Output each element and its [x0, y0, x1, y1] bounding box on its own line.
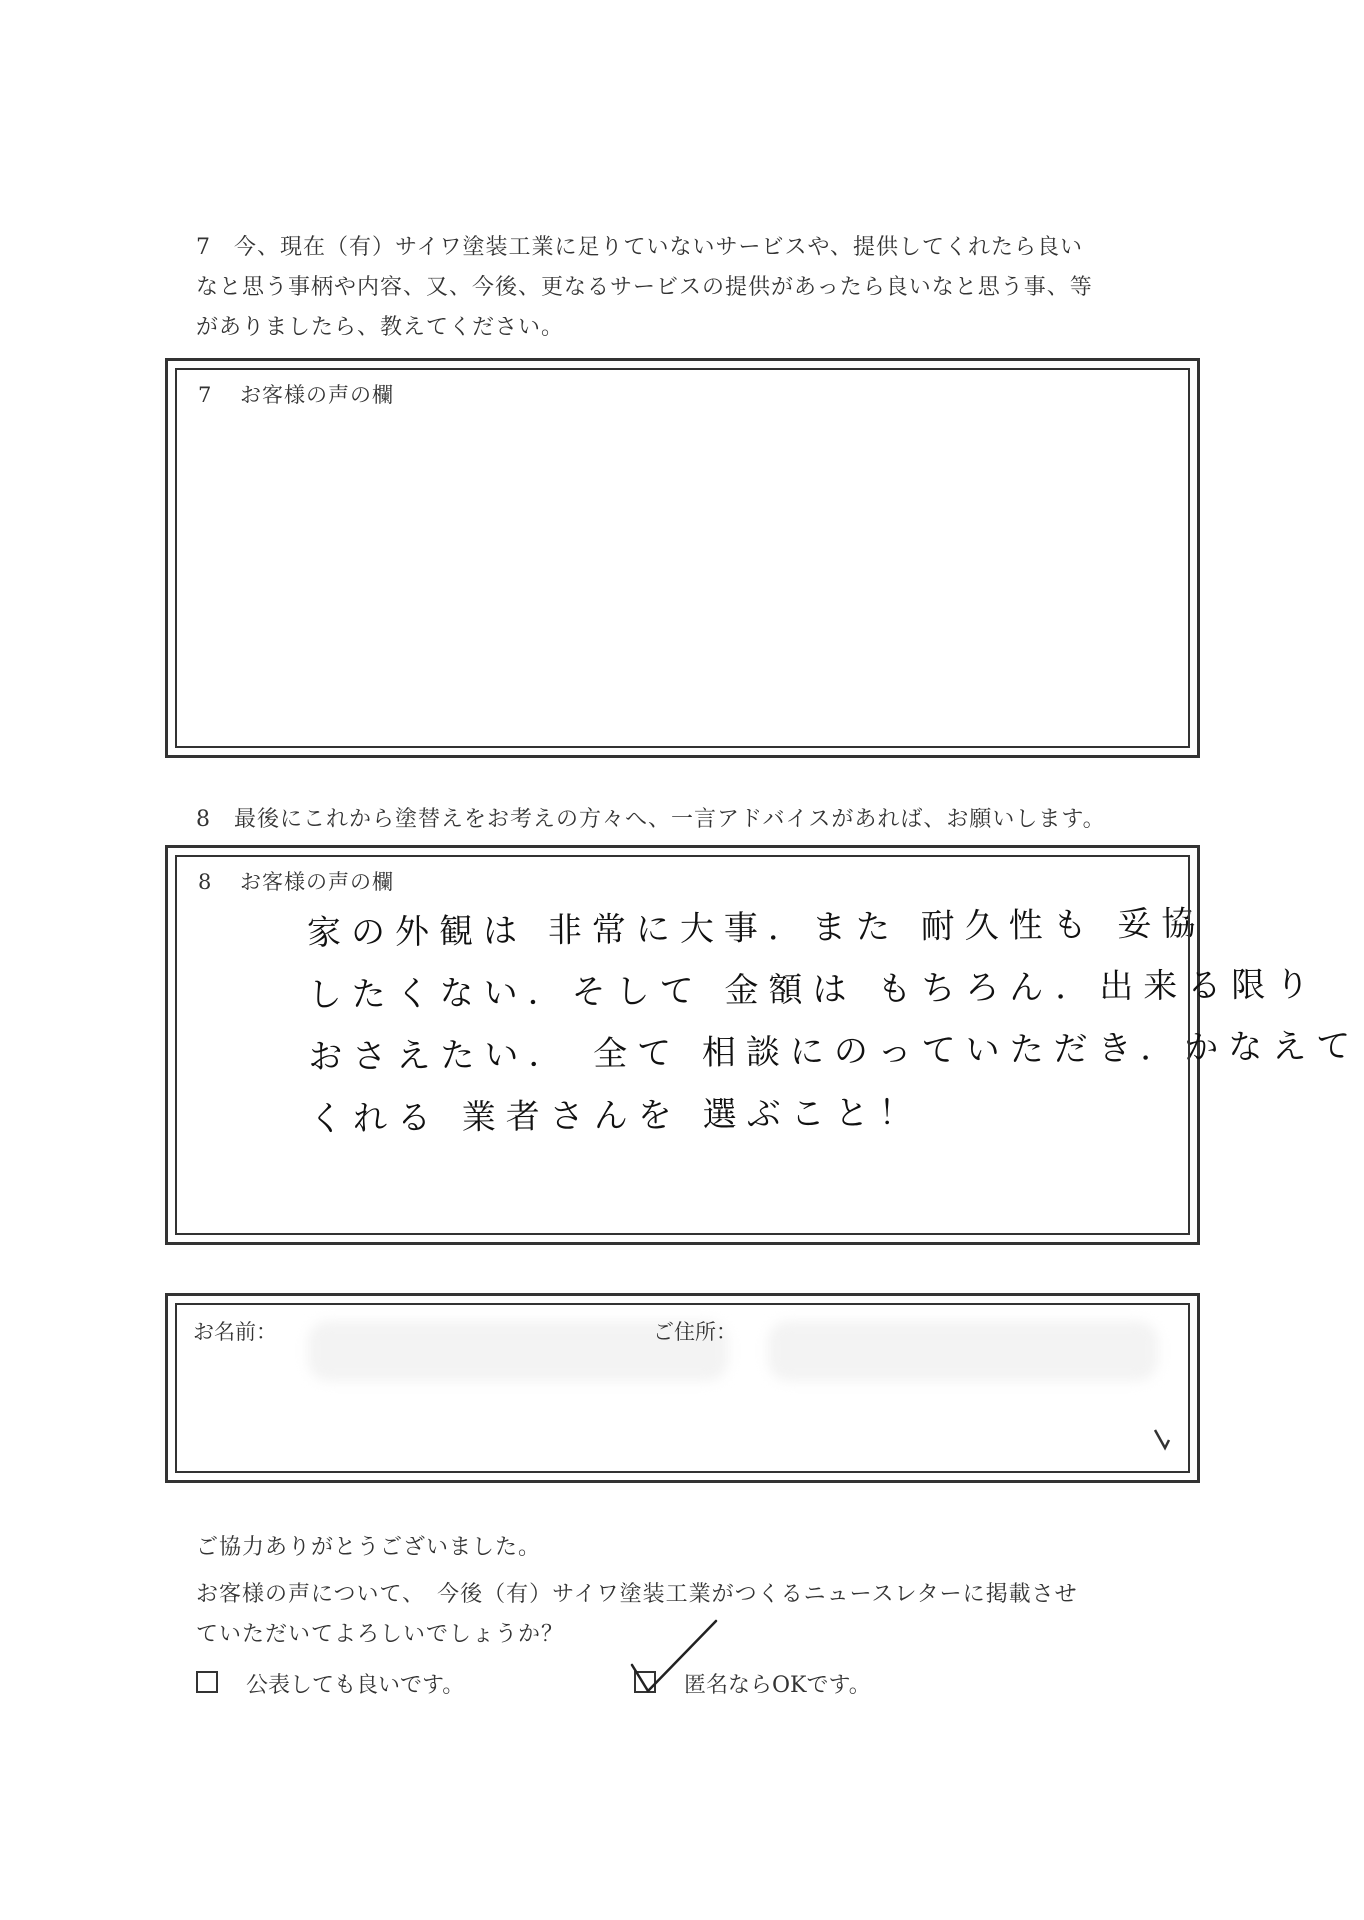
pen-mark-icon — [1153, 1426, 1173, 1456]
box-7-title: お客様の声の欄 — [240, 383, 394, 407]
box-7-number: 7 — [198, 383, 213, 407]
box-8-title: お客様の声の欄 — [240, 870, 394, 894]
checkmark-icon — [626, 1615, 726, 1700]
option-anonymous-label: 匿名ならOKです。 — [684, 1673, 871, 1698]
question-8-text: 8 最後にこれから塗替えをお考えの方々へ、一言アドバイスがあれば、お願いします。 — [196, 807, 1106, 832]
question-8 — [196, 800, 1186, 840]
question-7-line: 7 今、現在（有）サイワ塗装工業に足りていないサービスや、提供してくれたら良い — [196, 235, 1084, 260]
answer-line: 家の外観は 非常に大事．また 耐久性も 妥協 — [306, 903, 1206, 954]
answer-line: くれる 業者さんを 選ぶこと！ — [308, 1092, 923, 1140]
publish-question-line: お客様の声について、 今後（有）サイワ塗装工業がつくるニュースレターに掲載させ — [196, 1582, 1078, 1607]
answer-line: おさえたい． 全て 相談にのっていただき．かなえて — [308, 1026, 1361, 1078]
address-label: ご住所： — [653, 1320, 737, 1344]
contact-box — [165, 1293, 1200, 1483]
box-7-label — [198, 379, 394, 409]
publish-question-line: ていただいてよろしいでしょうか？ — [196, 1622, 565, 1647]
customer-voice-box-8[interactable] — [165, 845, 1361, 1245]
box-8-number: 8 — [198, 870, 213, 894]
question-7-line: がありましたら、教えてください。 — [196, 315, 565, 340]
answer-line: したくない．そして 金額は もちろん．出来る限り — [307, 964, 1320, 1016]
name-redacted — [308, 1321, 728, 1381]
option-public-label: 公表しても良いです。 — [246, 1673, 465, 1698]
address-redacted — [768, 1321, 1158, 1381]
name-label: お名前： — [193, 1320, 277, 1344]
customer-voice-box-7[interactable] — [165, 358, 1200, 758]
closing-thanks: ご協力ありがとうございました。 — [196, 1535, 542, 1560]
question-7 — [196, 228, 1186, 348]
handwritten-answer — [306, 894, 1361, 1151]
checkbox-public[interactable] — [196, 1671, 218, 1693]
question-7-line: なと思う事柄や内容、又、今後、更なるサービスの提供があったら良いなと思う事、等 — [196, 275, 1093, 300]
box-8-label — [198, 866, 394, 896]
